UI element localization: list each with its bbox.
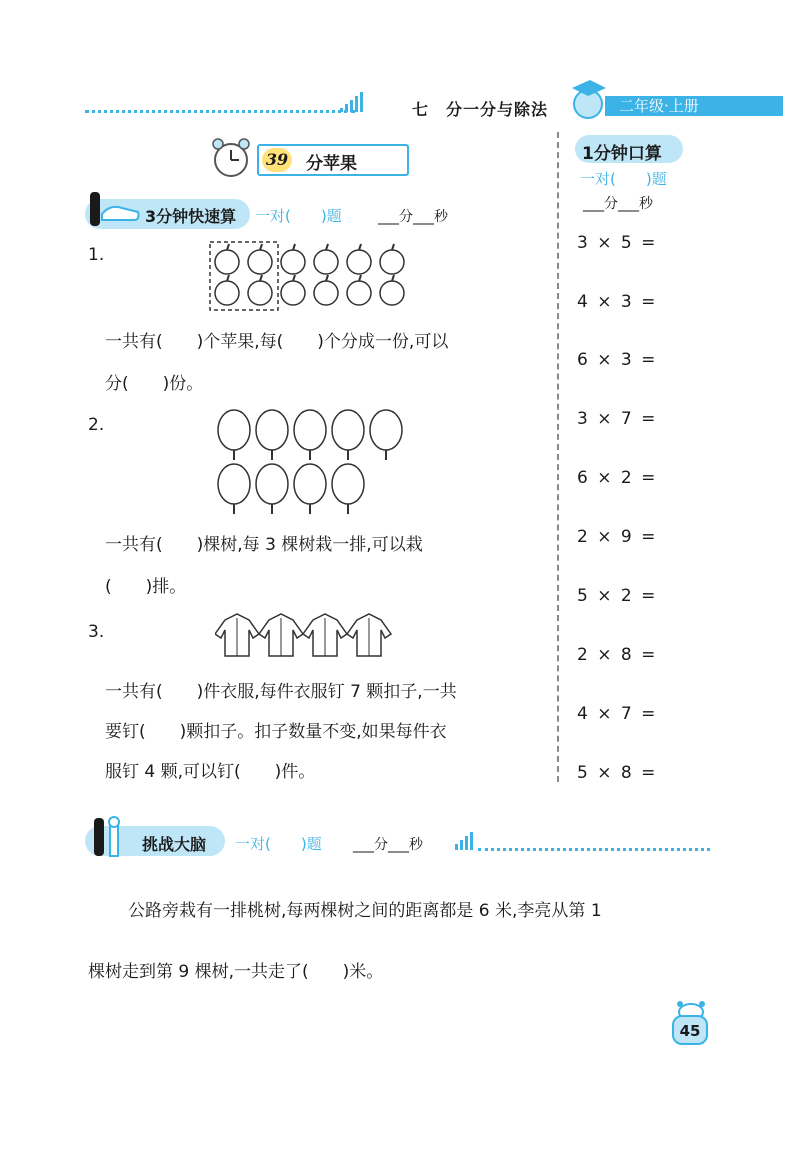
challenge-dots — [478, 848, 710, 851]
oral-calc-correct: 一对( )题 — [580, 170, 667, 188]
oral-calc-item: 4 × 3 = — [577, 292, 658, 312]
chapter-title: 七 分一分与除法 — [412, 100, 549, 119]
challenge-timer: ___分___秒 — [353, 837, 423, 853]
signal-bars-icon — [340, 92, 364, 114]
question-number: 3. — [88, 622, 105, 642]
oral-calc-item: 3 × 7 = — [577, 409, 658, 429]
giraffe-icon — [92, 816, 134, 860]
question-1-line-2: 分( )份。 — [105, 374, 204, 394]
question-2-line-1: 一共有( )棵树,每 3 棵树栽一排,可以栽 — [105, 535, 423, 555]
trees-illustration — [212, 408, 412, 518]
clothes-illustration — [215, 612, 405, 660]
quick-calc-label: 3分钟快速算 — [145, 207, 237, 226]
apples-illustration — [208, 240, 418, 312]
oral-calc-item: 2 × 9 = — [577, 527, 658, 547]
lesson-number: 39 — [262, 148, 292, 172]
question-3-line-3: 服钉 4 颗,可以钉( )件。 — [105, 762, 316, 782]
question-2-line-2: ( )排。 — [105, 577, 187, 597]
question-number: 2. — [88, 415, 105, 435]
challenge-text-line-2: 棵树走到第 9 棵树,一共走了( )米。 — [88, 962, 384, 982]
quick-calc-timer: ___分___秒 — [378, 209, 448, 225]
quick-calc-correct: 一对( )题 — [255, 207, 342, 225]
question-number: 1. — [88, 245, 105, 265]
lesson-title: 分苹果 — [306, 154, 357, 174]
column-divider — [557, 132, 559, 782]
challenge-label: 挑战大脑 — [142, 835, 207, 854]
oral-calc-item: 5 × 8 = — [577, 763, 658, 783]
oral-calc-item: 6 × 2 = — [577, 468, 658, 488]
question-1-line-1: 一共有( )个苹果,每( )个分成一份,可以 — [105, 332, 449, 352]
oral-calc-item: 5 × 2 = — [577, 586, 658, 606]
graduation-cap-icon — [568, 78, 608, 120]
oral-calc-item: 2 × 8 = — [577, 645, 658, 665]
signal-bars-icon — [455, 832, 477, 852]
challenge-text-line-1: 公路旁栽有一排桃树,每两棵树之间的距离都是 6 米,李亮从第 1 — [128, 901, 602, 921]
oral-calc-item: 3 × 5 = — [577, 233, 658, 253]
question-3-line-2: 要钉( )颗扣子。扣子数量不变,如果每件衣 — [105, 722, 447, 742]
oral-calc-timer: ___分___秒 — [583, 196, 653, 212]
header-dots-left — [85, 110, 355, 113]
oral-calc-item: 6 × 3 = — [577, 350, 658, 370]
grade-label: 二年级·上册 — [605, 96, 783, 116]
shoe-icon — [88, 190, 142, 230]
alarm-clock-icon — [208, 136, 254, 180]
oral-calc-label: 1分钟口算 — [582, 144, 662, 164]
page-number: 45 — [672, 1015, 708, 1045]
oral-calc-item: 4 × 7 = — [577, 704, 658, 724]
question-3-line-1: 一共有( )件衣服,每件衣服钉 7 颗扣子,一共 — [105, 682, 457, 702]
challenge-correct: 一对( )题 — [235, 835, 322, 853]
